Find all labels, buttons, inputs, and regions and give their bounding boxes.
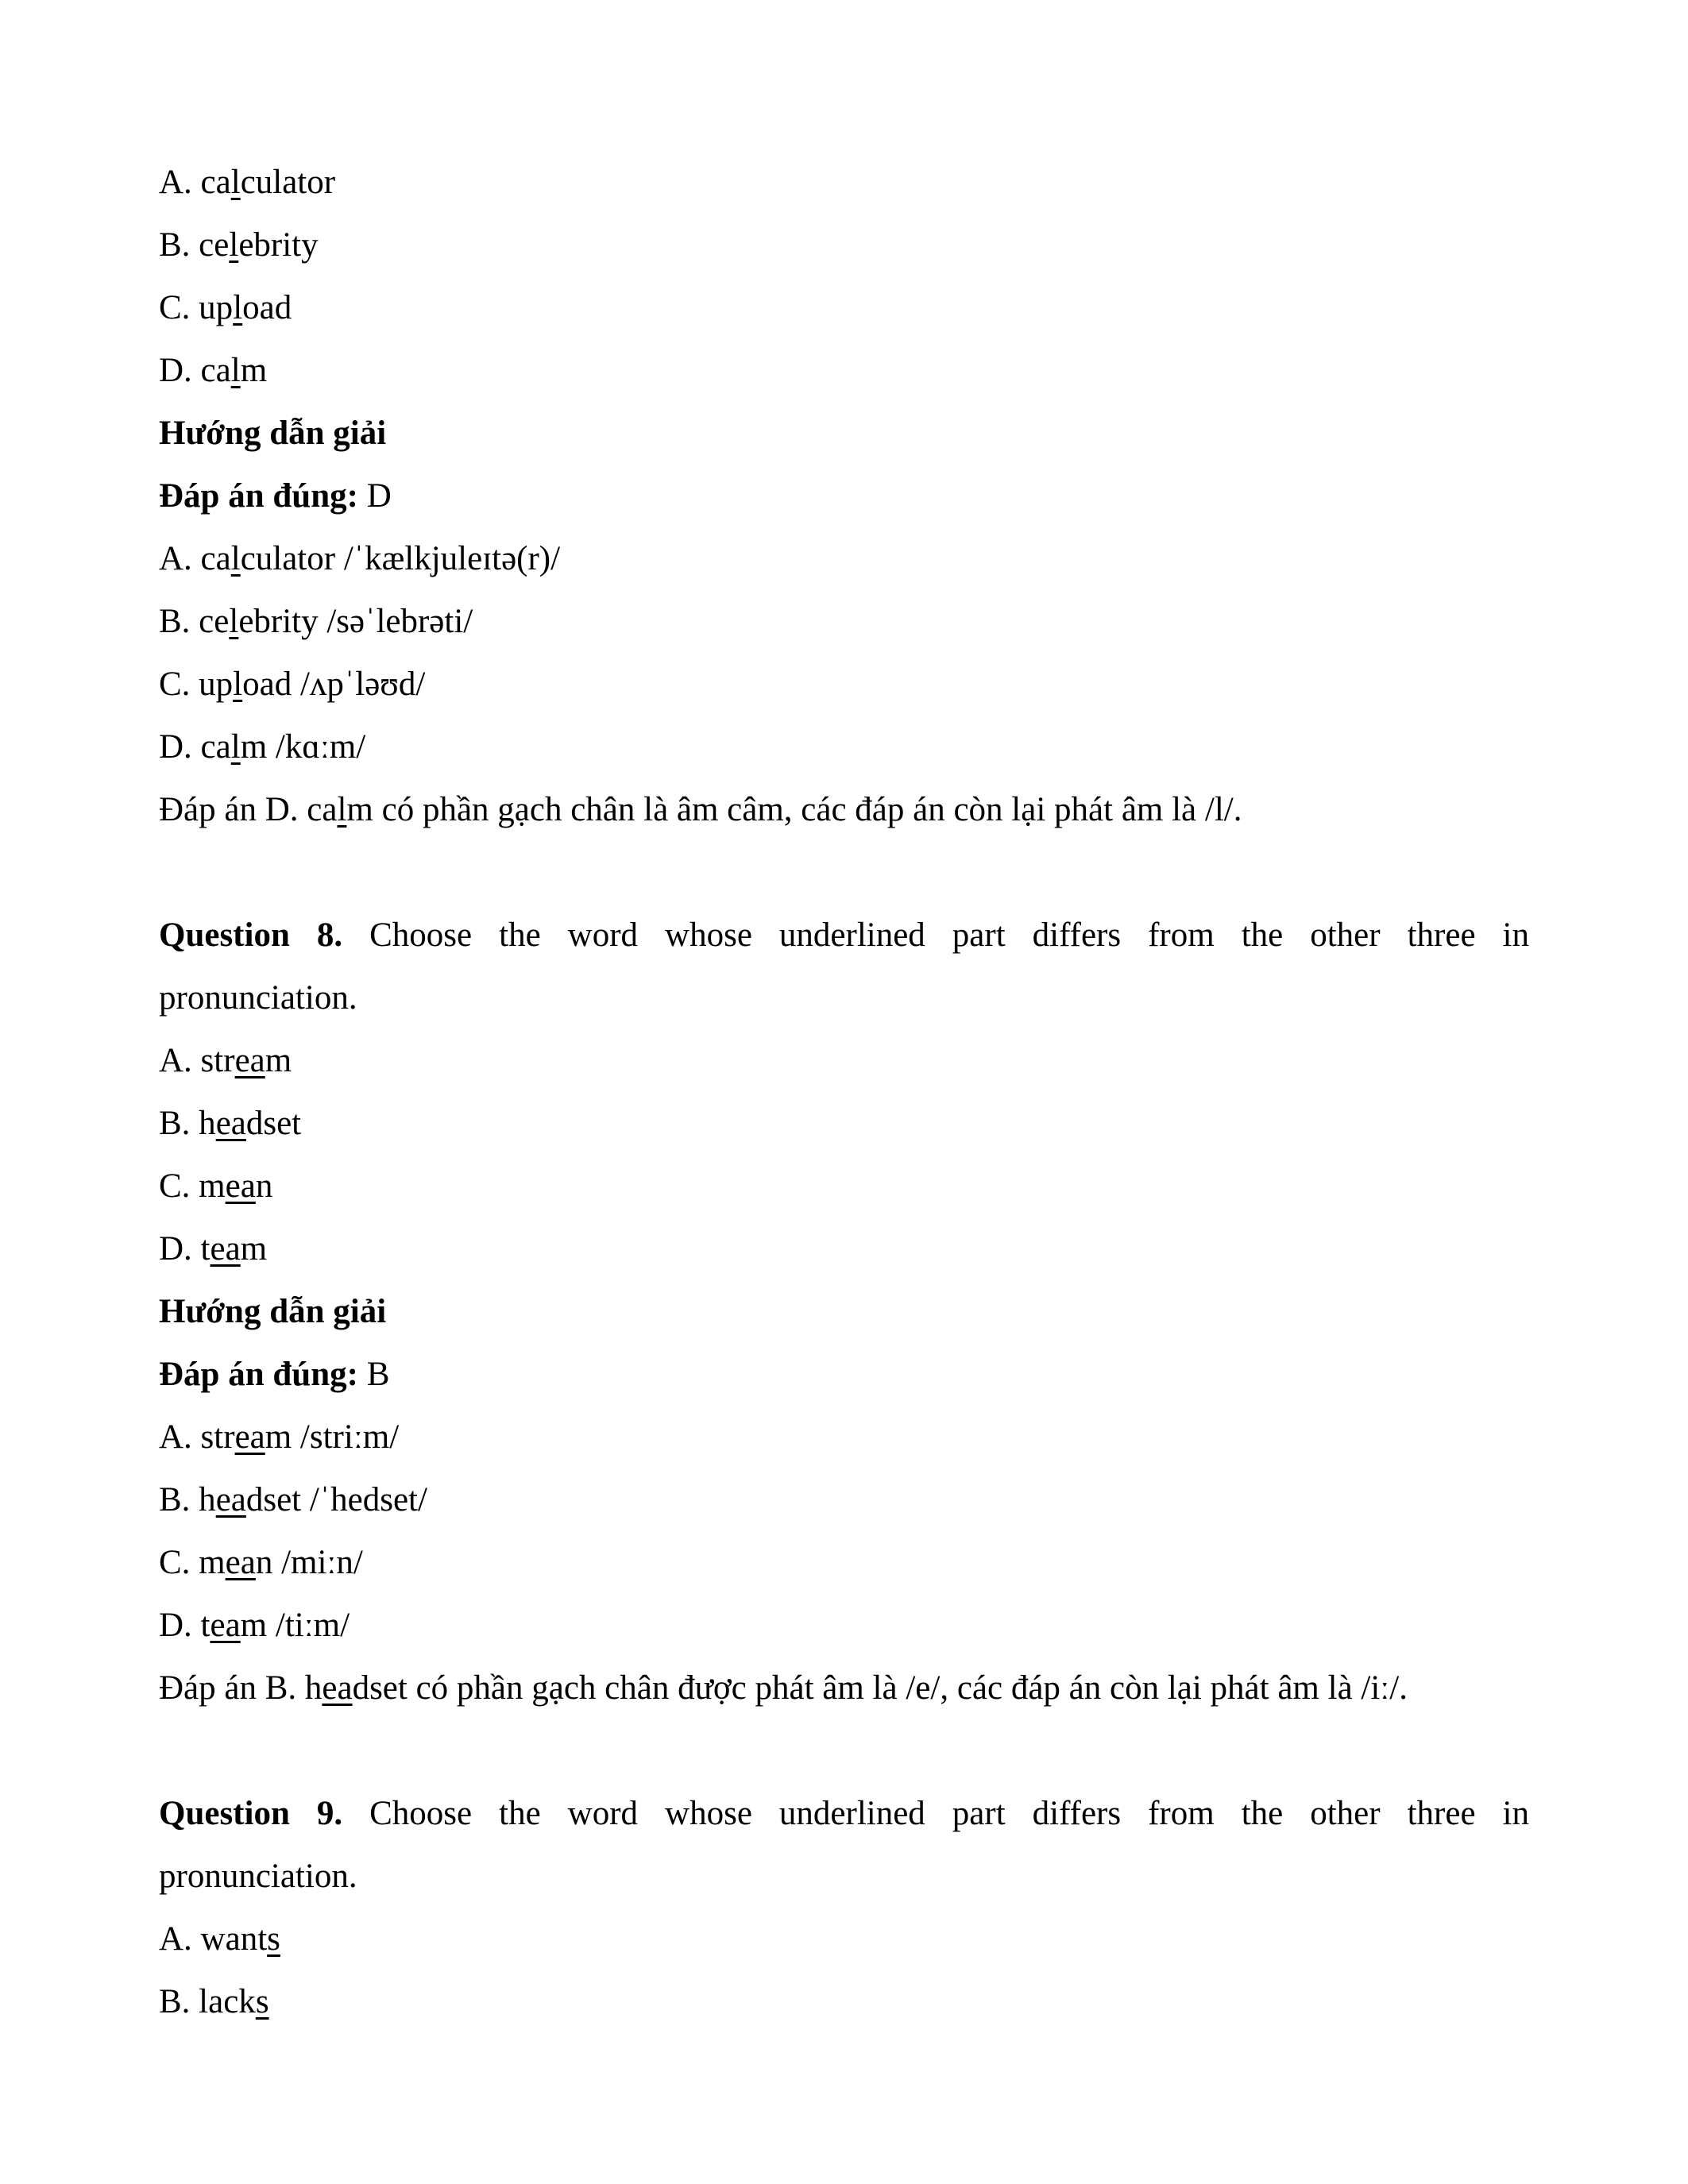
underlined-letters: s	[267, 1920, 280, 1958]
text-segment: dset	[245, 1105, 302, 1142]
q8-ipa-b	[159, 1468, 1529, 1531]
text-segment: C. m	[159, 1544, 226, 1581]
underlined-letters: l	[229, 226, 239, 264]
text-segment: dset có phần gạch chân được phát âm là /e/, các đáp án còn lại phát âm là /iː/.	[352, 1669, 1408, 1707]
text-segment: C. up	[159, 289, 234, 326]
q7-option-a	[159, 151, 1529, 214]
underlined-letters: ea	[210, 1607, 241, 1644]
text-segment: oad /ʌpˈləʊd/	[242, 666, 426, 703]
text-segment: m /kɑːm/	[240, 728, 366, 766]
q8-option-b	[159, 1092, 1529, 1155]
underlined-letters: l	[233, 289, 243, 326]
text-segment: D. t	[159, 1607, 211, 1644]
q8-ipa-a	[159, 1406, 1529, 1468]
q9-option-a	[159, 1908, 1529, 1970]
q7-solution-heading	[159, 402, 1529, 465]
text-segment: B. h	[159, 1481, 216, 1518]
text-segment: Choose the word whose underlined part differs from the other three in	[342, 916, 1529, 954]
text-segment: dset /ˈhedset/	[245, 1481, 427, 1518]
text-segment: m có phần gạch chân là âm câm, các đáp án còn lại phát âm là /l/.	[346, 791, 1242, 828]
q7-ipa-d	[159, 716, 1529, 778]
text-segment: A. ca	[159, 540, 231, 577]
q7-ipa-a	[159, 527, 1529, 590]
q8-answer-line	[159, 1343, 1529, 1406]
text-segment: B. ce	[159, 226, 230, 264]
text-segment: B. lack	[159, 1983, 256, 2020]
q7-ipa-c	[159, 653, 1529, 716]
text-segment: Đáp án đúng:	[159, 477, 358, 515]
text-segment: A. ca	[159, 164, 231, 201]
q8-option-c	[159, 1155, 1529, 1217]
text-segment: n /miːn/	[255, 1544, 363, 1581]
text-segment: Question 9.	[159, 1795, 343, 1832]
underlined-letters: ea	[215, 1481, 246, 1518]
q7-explanation	[159, 778, 1529, 841]
underlined-letters: ea	[225, 1167, 256, 1205]
text-segment: culator	[240, 164, 336, 201]
blank-line	[159, 1719, 1529, 1782]
q8-option-d	[159, 1217, 1529, 1280]
blank-line	[159, 841, 1529, 904]
text-segment: B. ce	[159, 603, 230, 640]
underlined-letters: ea	[225, 1544, 256, 1581]
question-8-heading-cont	[159, 967, 1529, 1029]
q8-ipa-c	[159, 1531, 1529, 1594]
underlined-letters: ea	[215, 1105, 246, 1142]
text-segment: m /tiːm/	[240, 1607, 350, 1644]
text-segment: A. want	[159, 1920, 268, 1958]
underlined-letters: l	[230, 352, 241, 389]
underlined-letters: ea	[234, 1042, 265, 1079]
text-segment: culator /ˈkælkjuleɪtə(r)/	[240, 540, 561, 577]
text-segment: pronunciation.	[159, 1858, 357, 1895]
text-segment: m	[240, 352, 268, 389]
underlined-letters: ea	[322, 1669, 353, 1707]
text-segment: D. ca	[159, 352, 231, 389]
underlined-letters: ea	[210, 1230, 241, 1268]
text-segment: A. str	[159, 1042, 235, 1079]
q9-option-b	[159, 1970, 1529, 2033]
text-segment: C. m	[159, 1167, 226, 1205]
q8-solution-heading	[159, 1280, 1529, 1343]
text-segment: B. h	[159, 1105, 216, 1142]
underlined-letters: l	[230, 164, 241, 201]
q7-ipa-b	[159, 590, 1529, 653]
text-segment: Đáp án D. ca	[159, 791, 338, 828]
underlined-letters: l	[230, 540, 241, 577]
text-segment: D. ca	[159, 728, 231, 766]
text-segment: D	[357, 477, 392, 515]
text-segment: B	[357, 1356, 390, 1393]
text-segment: m	[265, 1042, 292, 1079]
q8-ipa-d	[159, 1594, 1529, 1657]
question-9-heading-cont	[159, 1845, 1529, 1908]
text-segment: Đáp án B. h	[159, 1669, 323, 1707]
document-body	[159, 151, 1529, 2033]
text-segment: C. up	[159, 666, 234, 703]
text-segment: Hướng dẫn giải	[159, 415, 387, 452]
text-segment: pronunciation.	[159, 979, 357, 1017]
text-segment: m /striːm/	[265, 1418, 400, 1456]
q7-option-d	[159, 339, 1529, 402]
text-segment: Choose the word whose underlined part differs from the other three in	[342, 1795, 1529, 1832]
q8-explanation	[159, 1657, 1529, 1719]
text-segment: n	[255, 1167, 273, 1205]
underlined-letters: l	[337, 791, 347, 828]
question-9-heading	[159, 1782, 1529, 1845]
text-segment: Question 8.	[159, 916, 343, 954]
q7-option-c	[159, 276, 1529, 339]
text-segment: A. str	[159, 1418, 235, 1456]
q8-option-a	[159, 1029, 1529, 1092]
q7-option-b	[159, 214, 1529, 276]
underlined-letters: l	[229, 603, 239, 640]
underlined-letters: ea	[234, 1418, 265, 1456]
underlined-letters: l	[230, 728, 241, 766]
underlined-letters: l	[233, 666, 243, 703]
question-8-heading	[159, 904, 1529, 967]
text-segment: Hướng dẫn giải	[159, 1293, 387, 1330]
text-segment: oad	[242, 289, 292, 326]
q7-answer-line	[159, 465, 1529, 527]
text-segment: Đáp án đúng:	[159, 1356, 358, 1393]
text-segment: D. t	[159, 1230, 211, 1268]
text-segment: m	[240, 1230, 268, 1268]
text-segment: ebrity	[238, 226, 319, 264]
underlined-letters: s	[255, 1983, 269, 2020]
text-segment: ebrity /səˈlebrəti/	[238, 603, 473, 640]
